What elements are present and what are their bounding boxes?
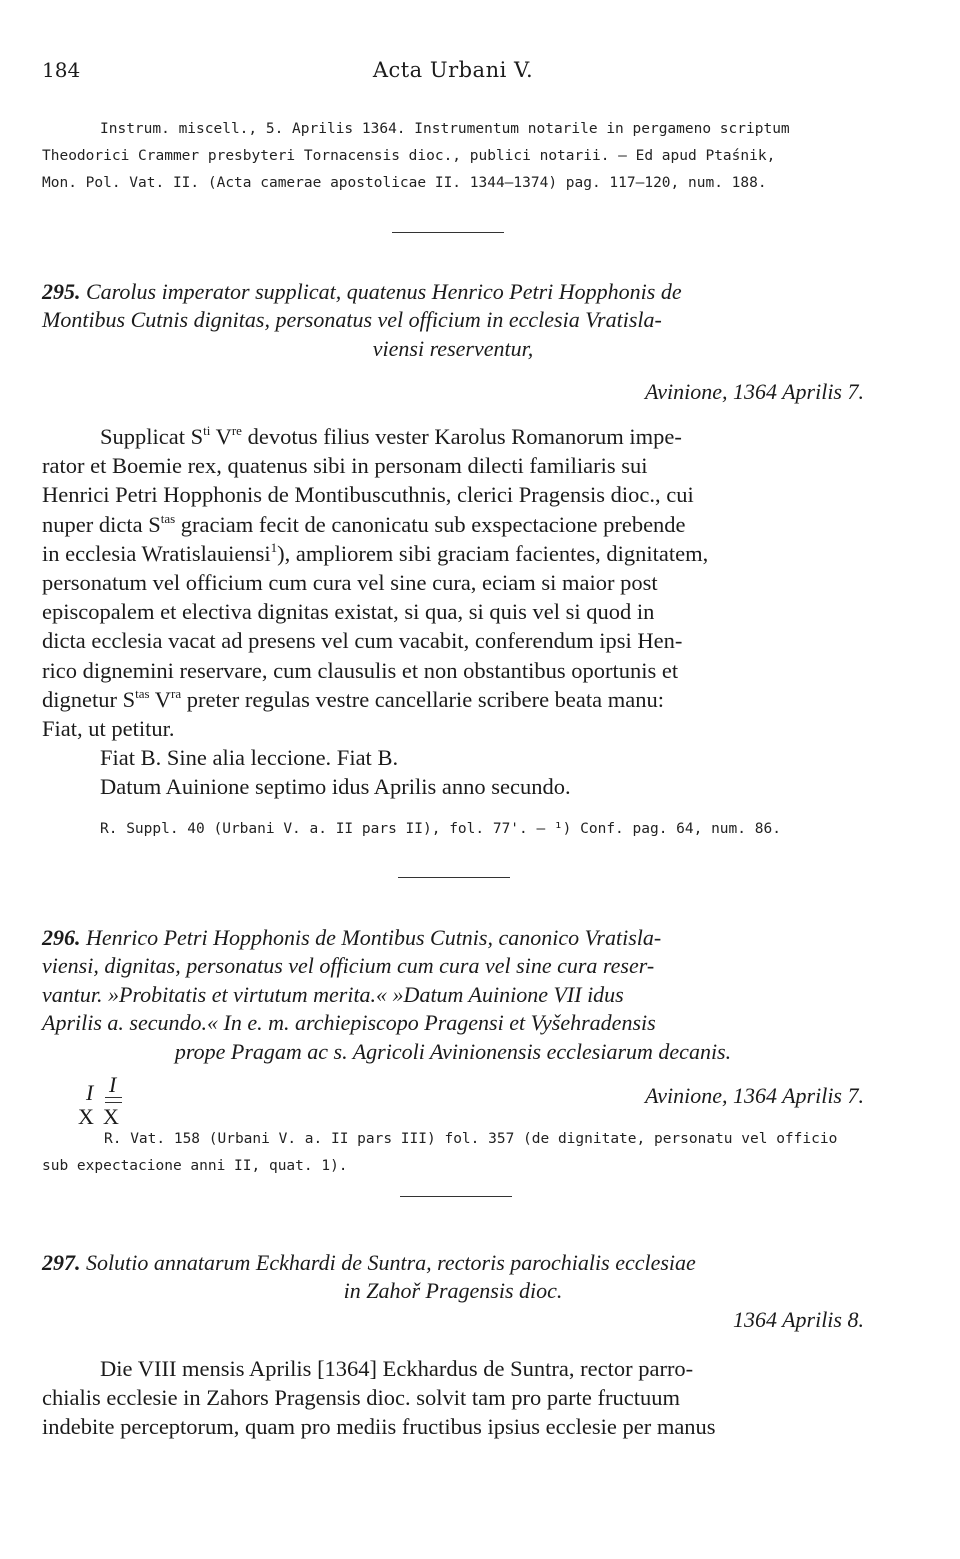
registry-mark: X bbox=[78, 1104, 94, 1129]
doc-296-regest-line: viensi, dignitas, personatus vel officium cum cura vel sine cura reser- bbox=[42, 953, 655, 979]
doc-295-place-date: Avinione, 1364 Aprilis 7. bbox=[645, 379, 864, 405]
doc-295-number: 295. bbox=[42, 279, 81, 304]
doc-297-body-line: Die VIII mensis Aprilis [1364] Eckhardus de Suntra, rector parro- bbox=[100, 1356, 694, 1381]
doc-295-body-line: Fiat, ut petitur. bbox=[42, 716, 175, 742]
doc-296-number: 296. bbox=[42, 925, 81, 950]
doc-295-body-line: dicta ecclesia vacat ad presens vel cum vacabit, conferendum ipsi Hen- bbox=[42, 628, 683, 654]
doc-295-body-line: in ecclesia Wratislauiensi$^1$), ampliorem sibi graciam facientes, dignitatem, bbox=[42, 539, 709, 566]
running-title: Acta Urbani V. bbox=[372, 58, 534, 82]
page-number: 184 bbox=[42, 58, 81, 82]
doc-297-date: 1364 Aprilis 8. bbox=[732, 1306, 864, 1332]
doc-295-heading bbox=[42, 278, 864, 407]
doc-295-body-line: Supplicat $S^{ti}$ Vre devotus filius vester Karolus Romanorum impe- bbox=[100, 423, 682, 449]
doc-295-body-line: Henrici Petri Hopphonis de Montibuscuthnis, clerici Pragensis dioc., cui bbox=[42, 482, 694, 508]
doc-295-title-line-3: viensi reserventur, bbox=[372, 335, 534, 361]
running-header bbox=[42, 58, 864, 88]
section-divider bbox=[392, 232, 504, 233]
registry-mark: I bbox=[109, 1072, 117, 1097]
doc-296-source bbox=[42, 1126, 864, 1180]
doc-296-regest-line: prope Pragam ac s. Agricoli Avinionensis ecclesiarum decanis. bbox=[174, 1038, 732, 1064]
doc-296-regest-line: vantur. »Probitatis et virtutum merita.« »Datum Auinione VII idus bbox=[42, 981, 624, 1007]
doc-297-title-line-1: 297. Solutio annatarum Eckhardi de Suntra, rectoris parochialis ecclesiae bbox=[42, 1250, 696, 1275]
doc-297-body-line: indebite perceptorum, quam pro mediis fructibus ipsius ecclesie per manus bbox=[42, 1414, 716, 1440]
section-divider bbox=[398, 877, 510, 878]
doc-295-body-line: nuper dicta $S^{tas}$ graciam fecit de canonicatu sub exspectacione prebende bbox=[42, 510, 686, 537]
intro-source-line: Theodorici Crammer presbyteri Tornacensis dioc., publici notarii. — Ed apud Ptaśnik, bbox=[42, 148, 776, 164]
doc-295-title-line-1 bbox=[42, 278, 864, 306]
doc-295-body-line: rico dignemini reservare, cum clausulis et non obstantibus oportunis et bbox=[42, 657, 679, 683]
doc-295-body-line: dignetur $S^{tas}$ $V^{ra}$ preter regulas vestre cancellarie scribere beata manu: bbox=[42, 685, 665, 712]
doc-296-source-line: R. Vat. 158 (Urbani V. a. II pars III) fol. 357 (de dignitate, personatu vel officio bbox=[104, 1131, 838, 1147]
doc-296-place-date: Avinione, 1364 Aprilis 7. bbox=[645, 1083, 864, 1108]
doc-295-body bbox=[42, 422, 864, 802]
doc-295-fiat-line: Fiat B. Sine alia leccione. Fiat B. bbox=[100, 745, 399, 771]
doc-297-number: 297. bbox=[42, 1250, 81, 1275]
registry-mark: I bbox=[86, 1080, 94, 1105]
doc-297-heading bbox=[42, 1249, 864, 1334]
doc-297-body bbox=[42, 1354, 864, 1442]
doc-295-body-line: personatum vel officium cum cura vel sine cura, eciam si maior post bbox=[42, 570, 658, 596]
doc-295-body-line: episcopalem et electiva dignitas existat, si qua, si quis vel si quod in bbox=[42, 599, 655, 625]
intro-source-line: Instrum. miscell., 5. Aprilis 1364. Instrumentum notarile in pergameno scriptum bbox=[100, 121, 790, 137]
doc-297-body-line: chialis ecclesie in Zahors Pragensis dioc. solvit tam pro parte fructuum bbox=[42, 1385, 680, 1411]
section-divider bbox=[400, 1196, 512, 1197]
doc-296-regest bbox=[42, 924, 864, 1066]
intro-source-note bbox=[42, 116, 864, 197]
registry-mark: X bbox=[103, 1104, 119, 1129]
doc-295-source: R. Suppl. 40 (Urbani V. a. II pars II), fol. 77'. — ¹) Conf. pag. 64, num. 86. bbox=[100, 821, 781, 837]
doc-296-source-line: sub expectacione anni II, quat. 1). bbox=[42, 1158, 348, 1174]
doc-295-title-line-2: Montibus Cutnis dignitas, personatus vel officium in ecclesia Vratisla- bbox=[42, 307, 662, 333]
doc-295-title-text: Carolus imperator supplicat, quatenus Henrico Petri Hopphonis de bbox=[86, 279, 682, 304]
doc-296-regest-line: 296. Henrico Petri Hopphonis de Montibus Cutnis, canonico Vratisla- bbox=[42, 925, 662, 950]
doc-295-body-line: rator et Boemie rex, quatenus sibi in personam dilecti familiaris sui bbox=[42, 453, 648, 479]
doc-295-datum-line: Datum Auinione septimo idus Aprilis anno secundo. bbox=[100, 774, 571, 800]
doc-297-title-line-2: in Zahoř Pragensis dioc. bbox=[343, 1278, 563, 1304]
intro-source-line: Mon. Pol. Vat. II. (Acta camerae apostolicae II. 1344—1374) pag. 117—120, num. 188. bbox=[42, 175, 767, 191]
doc-296-regest-line: Aprilis a. secundo.« In e. m. archiepiscopo Pragensi et Vyšehradensis bbox=[42, 1010, 656, 1036]
